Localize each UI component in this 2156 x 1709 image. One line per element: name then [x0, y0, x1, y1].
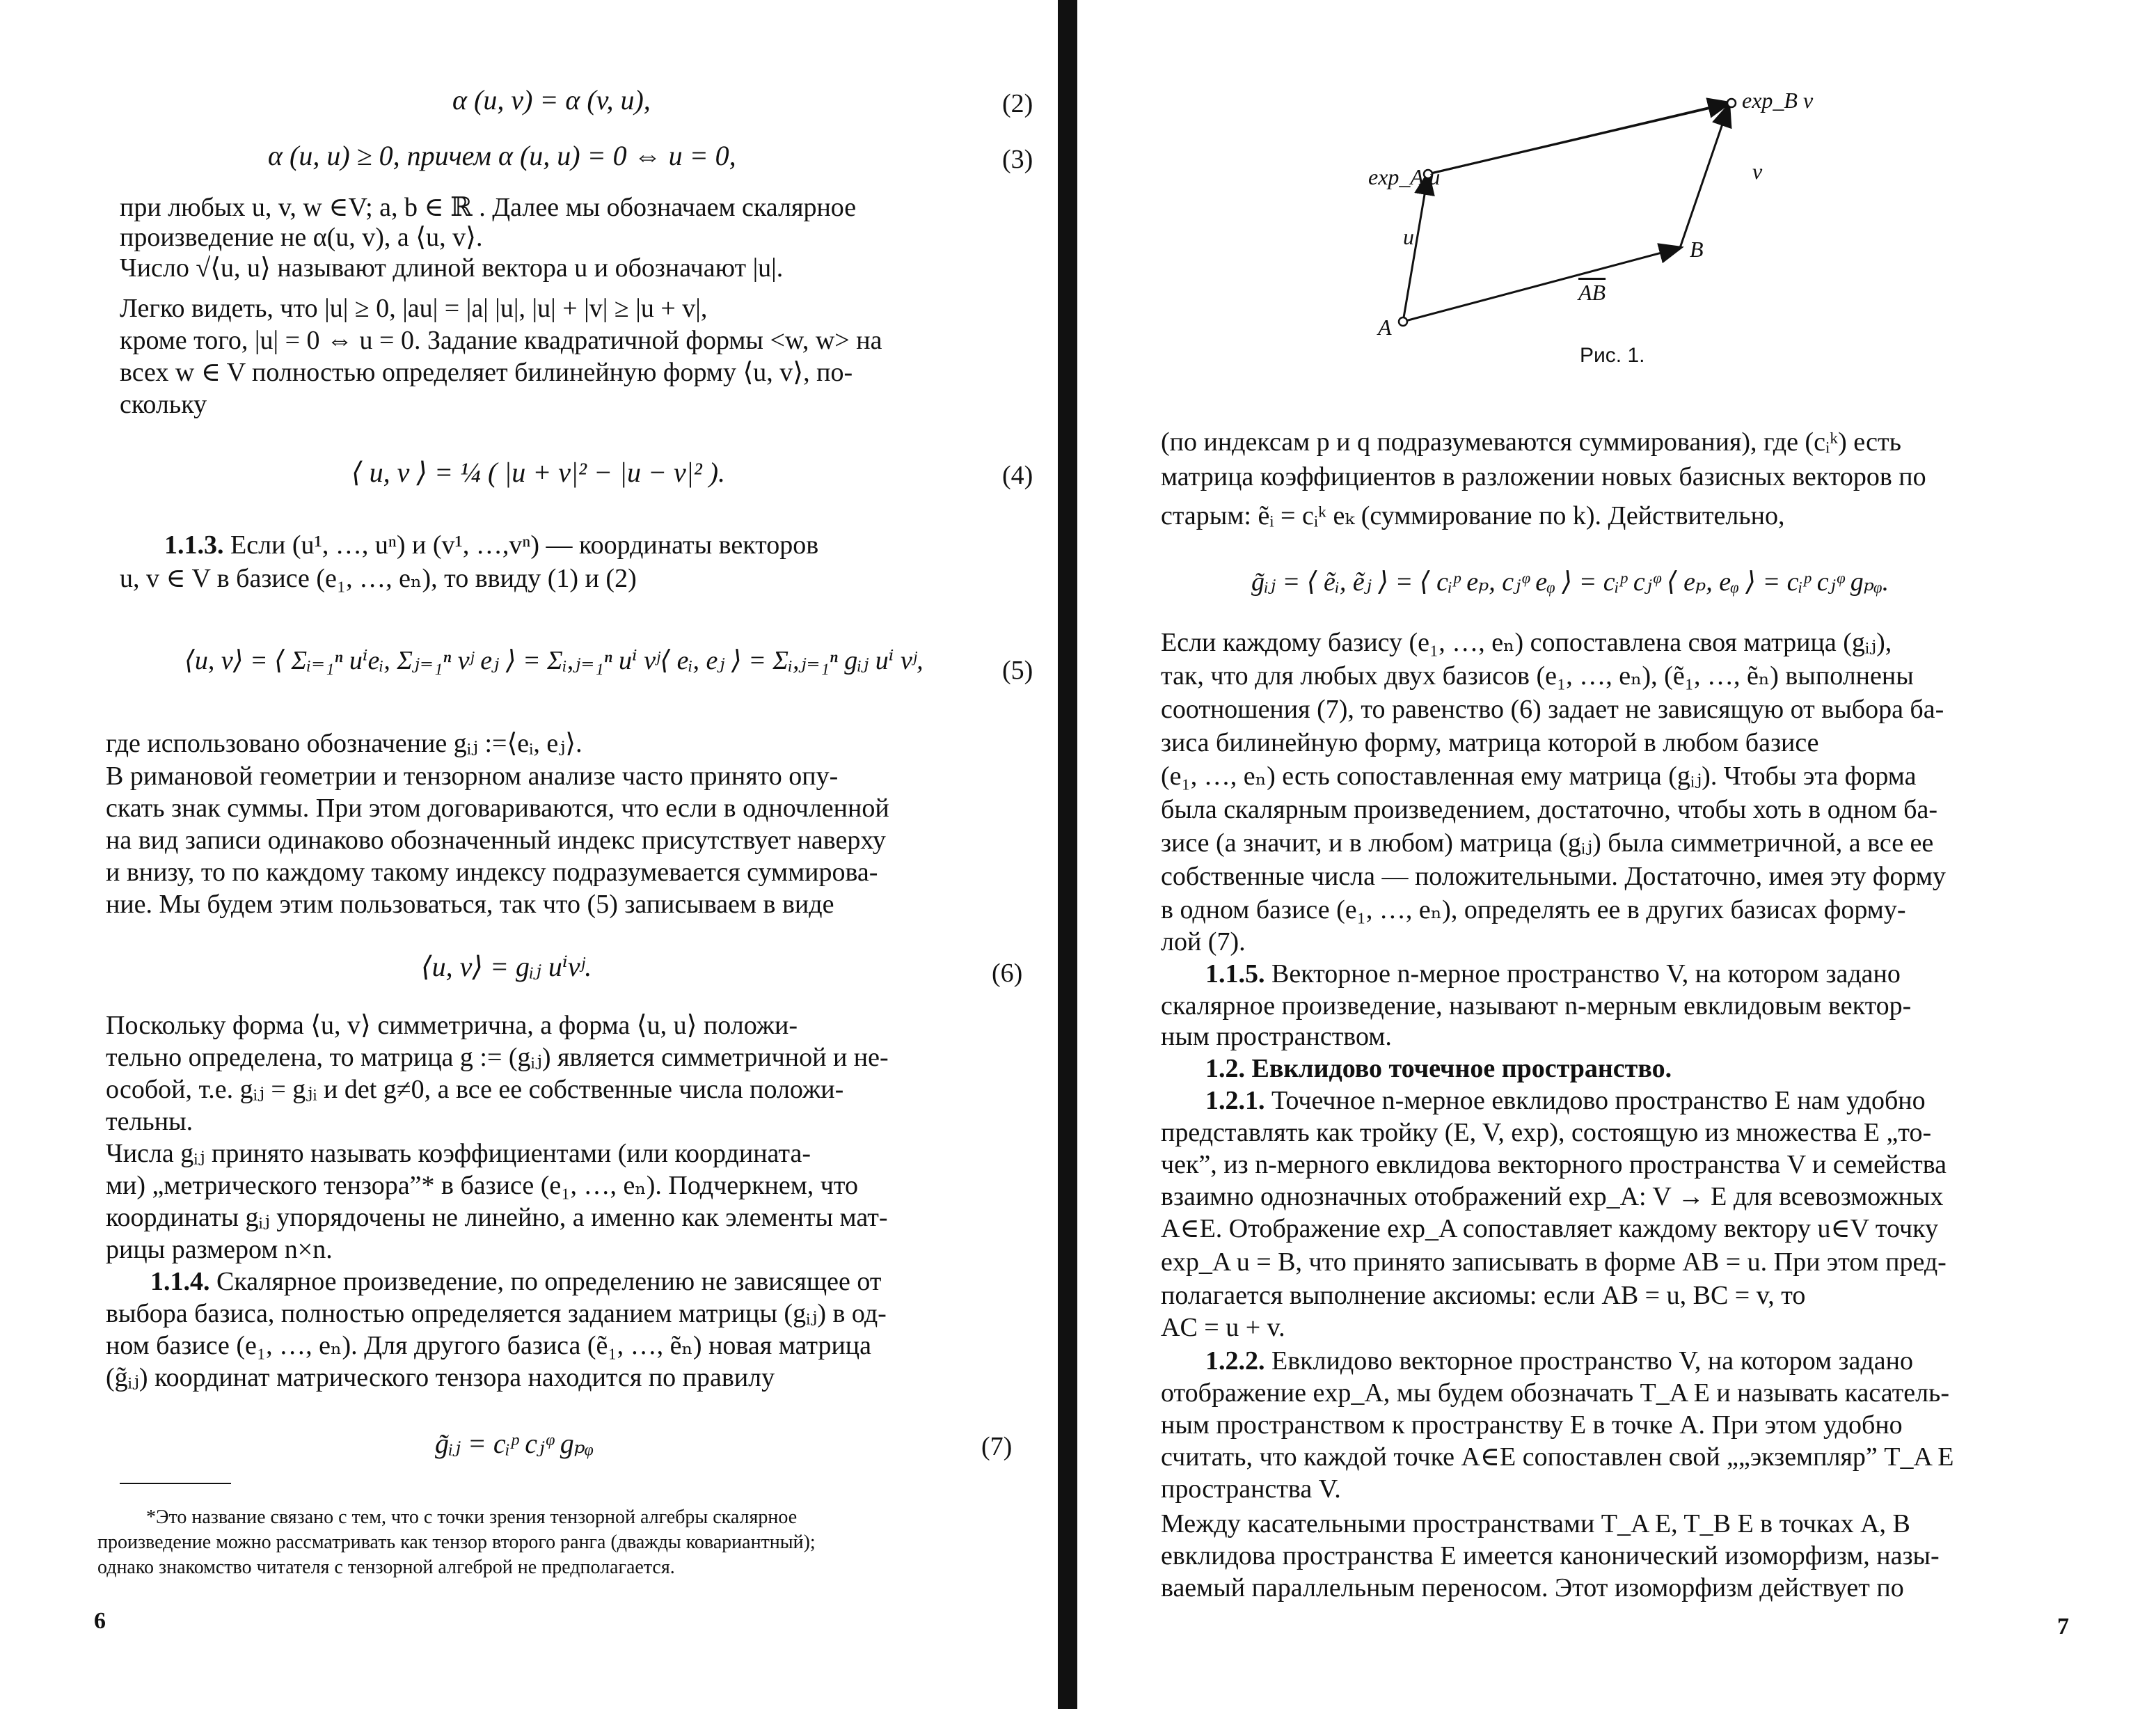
equation-number: (2) — [1002, 89, 1033, 118]
text-line: произведение не α(u, v), а ⟨u, v⟩. — [120, 223, 483, 252]
text-line: u, v ∈ V в базисе (e₁, …, eₙ), то ввиду (1) и (2) — [120, 564, 637, 593]
page-number: 7 — [2057, 1614, 2069, 1639]
equation-3: α (u, u) ≥ 0, причем α (u, u) = 0 ⇔ u = 0, — [268, 140, 736, 171]
text-line: Поскольку форма ⟨u, v⟩ симметрична, а форма ⟨u, u⟩ положи- — [106, 1011, 798, 1040]
text-line — [120, 529, 818, 561]
text-line: так, что для любых двух базисов (e₁, …, eₙ), (ẽ₁, …, ẽₙ) выполнены — [1161, 661, 1914, 691]
text-span: Точечное n-мерное евклидово пространство E нам удобно — [1271, 1086, 1926, 1115]
point-expB-v — [1727, 99, 1736, 107]
text-line: тельны. — [106, 1107, 193, 1136]
paragraph-number: 1.2.2. — [1205, 1346, 1265, 1376]
text-line: была скалярным произведением, достаточно, чтобы хоть в одном ба- — [1161, 795, 1937, 824]
text-line: A∈E. Отображение exp_A сопоставляет каждому вектору u∈V точку — [1161, 1214, 1939, 1243]
footnote-line: *Это название связано с тем, что с точки зрения тензорной алгебры скалярное — [146, 1506, 798, 1528]
text-line: скать знак суммы. При этом договариваются, что если в одночленной — [106, 794, 889, 823]
text-line: ным пространством. — [1161, 1022, 1392, 1051]
text-line: скалярное произведение, называют n-мерным евклидовым вектор- — [1161, 991, 1912, 1021]
text-line: выбора базиса, полностью определяется заданием матрицы (gᵢⱼ) в од- — [106, 1299, 887, 1328]
text-line — [106, 1266, 881, 1298]
text-line: матрица коэффициентов в разложении новых базисных векторов по — [1161, 462, 1926, 491]
text-line: и внизу, то по каждому такому индексу подразумевается суммирова- — [106, 858, 878, 887]
equation-8: g̃ᵢⱼ = ⟨ ẽᵢ, ẽⱼ ⟩ = ⟨ cᵢᵖ eₚ, cⱼᵠ eᵩ ⟩ = cᵢᵖ cⱼᵠ ⟨ eₚ, eᵩ ⟩ = cᵢᵖ cⱼᵠ gₚᵩ. — [1251, 567, 1889, 597]
equation-4: ⟨ u, v ⟩ = ¼ ( |u + v|² − |u − v|² ). — [351, 457, 726, 488]
figure-caption: Рис. 1. — [1580, 344, 1645, 367]
text-line: ние. Мы будем этим пользоваться, так что (5) записываем в виде — [106, 890, 834, 919]
text-line: Числа gᵢⱼ принято называть коэффициентами (или координата- — [106, 1139, 811, 1168]
equation-number: (3) — [1002, 145, 1033, 174]
text-line: ным пространством к пространству E в точке A. При этом удобно — [1161, 1410, 1903, 1440]
text-line: тельно определена, то матрица g := (gᵢⱼ) является симметричной и не- — [106, 1043, 889, 1072]
text-line: представлять как тройку (E, V, exp), состоящую из множества E „то- — [1161, 1118, 1932, 1147]
text-line: евклидова пространства E имеется канонический изоморфизм, назы- — [1161, 1541, 1940, 1570]
figure-label: B — [1690, 237, 1704, 262]
text-line: AC = u + v. — [1161, 1313, 1285, 1342]
right-page — [1077, 0, 2156, 1709]
text-line: координаты gᵢⱼ упорядочены не линейно, а именно как элементы мат- — [106, 1203, 888, 1232]
text-line: зисе (а значит, и в любом) матрица (gᵢⱼ) была симметричной, а все ее — [1161, 828, 1934, 858]
text-line: где использовано обозначение gᵢⱼ :=⟨eᵢ, eⱼ⟩. — [106, 729, 582, 758]
text-line: старым: ẽᵢ = cᵢᵏ eₖ (суммирование по k). Действительно, — [1161, 501, 1785, 530]
equation-number: (6) — [992, 959, 1023, 988]
text-line: скольку — [120, 390, 207, 419]
text-line: (по индексам p и q подразумеваются суммирования), где (cᵢᵏ) есть — [1161, 427, 1901, 457]
text-line: ном базисе (e₁, …, eₙ). Для другого базиса (ẽ₁, …, ẽₙ) новая матрица — [106, 1331, 871, 1360]
edge-top-arrow — [1428, 103, 1729, 174]
text-line: на вид записи одинаково обозначенный индекс присутствует наверху — [106, 826, 886, 855]
figure-label: $\overline{AB}$ — [1578, 280, 1606, 305]
vector-v — [1680, 106, 1729, 248]
figure-label: exp_B v — [1742, 88, 1814, 113]
text-line: Если каждому базису (e₁, …, eₙ) сопоставлена своя матрица (gᵢⱼ), — [1161, 628, 1892, 657]
text-span: Евклидово векторное пространство V, на котором задано — [1271, 1346, 1913, 1376]
equation-6: ⟨u, v⟩ = gᵢⱼ uⁱvʲ. — [421, 951, 592, 982]
text-line: Число √⟨u, u⟩ называют длиной вектора u и обозначают |u|. — [120, 253, 784, 283]
book-gutter — [1058, 0, 1077, 1709]
text-line: считать, что каждой точке A∈E сопоставлен свой „„экземпляр” T_A E — [1161, 1442, 1954, 1472]
text-line — [1161, 958, 1901, 990]
figure-label: v — [1752, 159, 1763, 184]
text-line: соотношения (7), то равенство (6) задает не зависящую от выбора ба- — [1161, 695, 1944, 724]
text-line: В римановой геометрии и тензорном анализе часто принято опу- — [106, 762, 839, 791]
figure-label: A — [1378, 315, 1392, 340]
equation-7: g̃ᵢⱼ = cᵢᵖ cⱼᵠ gₚᵩ — [435, 1428, 594, 1459]
text-line: зиса билинейную форму, матрица которой в любом базисе — [1161, 728, 1819, 757]
equation-2: α (u, v) = α (v, u), — [452, 84, 651, 116]
equation-5: ⟨u, v⟩ = ⟨ Σᵢ₌₁ⁿ uⁱeᵢ, Σⱼ₌₁ⁿ vʲ eⱼ ⟩ = Σᵢ,ⱼ₌₁ⁿ uⁱ vʲ⟨ eᵢ, eⱼ ⟩ = Σᵢ,ⱼ₌₁ⁿ gᵢⱼ uⁱ vʲ, — [184, 646, 924, 675]
text-line: в одном базисе (e₁, …, eₙ), определять ее в других базисах форму- — [1161, 895, 1906, 924]
section-title: 1.2. Евклидово точечное пространство. — [1205, 1054, 1672, 1083]
text-line — [1161, 1085, 1926, 1117]
text-line: чек”, из n-мерного евклидова векторного пространства V и семейства — [1161, 1150, 1947, 1179]
text-line: пространства V. — [1161, 1474, 1341, 1504]
text-span: Если (u¹, …, uⁿ) и (v¹, …,vⁿ) — координаты векторов — [230, 530, 819, 560]
figure-label: exp_A u — [1368, 164, 1441, 189]
text-line: рицы размером n×n. — [106, 1235, 333, 1264]
paragraph-number: 1.1.4. — [150, 1267, 210, 1296]
footnote-rule — [120, 1483, 231, 1484]
text-line: лой (7). — [1161, 927, 1246, 956]
figure-parallelogram — [1356, 77, 1801, 369]
figure-label: u — [1403, 224, 1414, 249]
text-line: Между касательными пространствами T_A E, T_B E в точках A, B — [1161, 1509, 1910, 1538]
text-line: особой, т.е. gᵢⱼ = gⱼᵢ и det g≠0, а все ее собственные числа положи- — [106, 1075, 844, 1104]
text-line: полагается выполнение аксиомы: если AB = u, BC = v, то — [1161, 1281, 1806, 1310]
text-line: всех w ∈ V полностью определяет билинейную форму ⟨u, v⟩, по- — [120, 358, 853, 387]
text-span: Скалярное произведение, по определению не зависящее от — [216, 1267, 882, 1296]
paragraph-number: 1.1.3. — [164, 530, 224, 560]
page-number: 6 — [94, 1608, 106, 1634]
text-line: отображение exp_A, мы будем обозначать T_A E и называть касатель- — [1161, 1378, 1950, 1408]
text-line: exp_A u = B, что принято записывать в форме AB = u. При этом пред- — [1161, 1247, 1947, 1277]
text-line: (e₁, …, eₙ) есть сопоставленная ему матрица (gᵢⱼ). Чтобы эта форма — [1161, 762, 1917, 791]
equation-number: (5) — [1002, 656, 1033, 685]
equation-number: (7) — [981, 1432, 1013, 1461]
footnote-line: однако знакомство читателя с тензорной алгеброй не предполагается. — [97, 1557, 675, 1578]
text-line: взаимно однозначных отображений exp_A: V → E для всевозможных — [1161, 1182, 1944, 1211]
footnote-line: произведение можно рассматривать как тензор второго ранга (дважды ковариантный); — [97, 1531, 816, 1553]
paragraph-number: 1.1.5. — [1205, 959, 1265, 989]
text-line: собственные числа — положительными. Достаточно, имея эту форму — [1161, 862, 1946, 891]
text-line: Легко видеть, что |u| ≥ 0, |au| = |a| |u|, |u| + |v| ≥ |u + v|, — [120, 294, 708, 323]
text-line — [1161, 1345, 1913, 1377]
text-line: при любых u, v, w ∈V; a, b ∈ ℝ . Далее мы обозначаем скалярное — [120, 193, 857, 222]
equation-number: (4) — [1002, 461, 1033, 490]
text-line: (g̃ᵢⱼ) координат матрического тензора находится по правилу — [106, 1363, 775, 1392]
text-line: ваемый параллельным переносом. Этот изоморфизм действует по — [1161, 1573, 1904, 1602]
paragraph-number: 1.2.1. — [1205, 1086, 1265, 1115]
point-A — [1399, 317, 1407, 326]
text-line: кроме того, |u| = 0 ⇔ u = 0. Задание квадратичной формы <w, w> на — [120, 326, 882, 355]
vector-AB — [1403, 248, 1680, 322]
text-span: Векторное n-мерное пространство V, на котором задано — [1271, 959, 1901, 989]
left-page — [0, 0, 1058, 1709]
text-line: ми) „метрического тензора”* в базисе (e₁, …, eₙ). Подчеркнем, что — [106, 1171, 859, 1200]
